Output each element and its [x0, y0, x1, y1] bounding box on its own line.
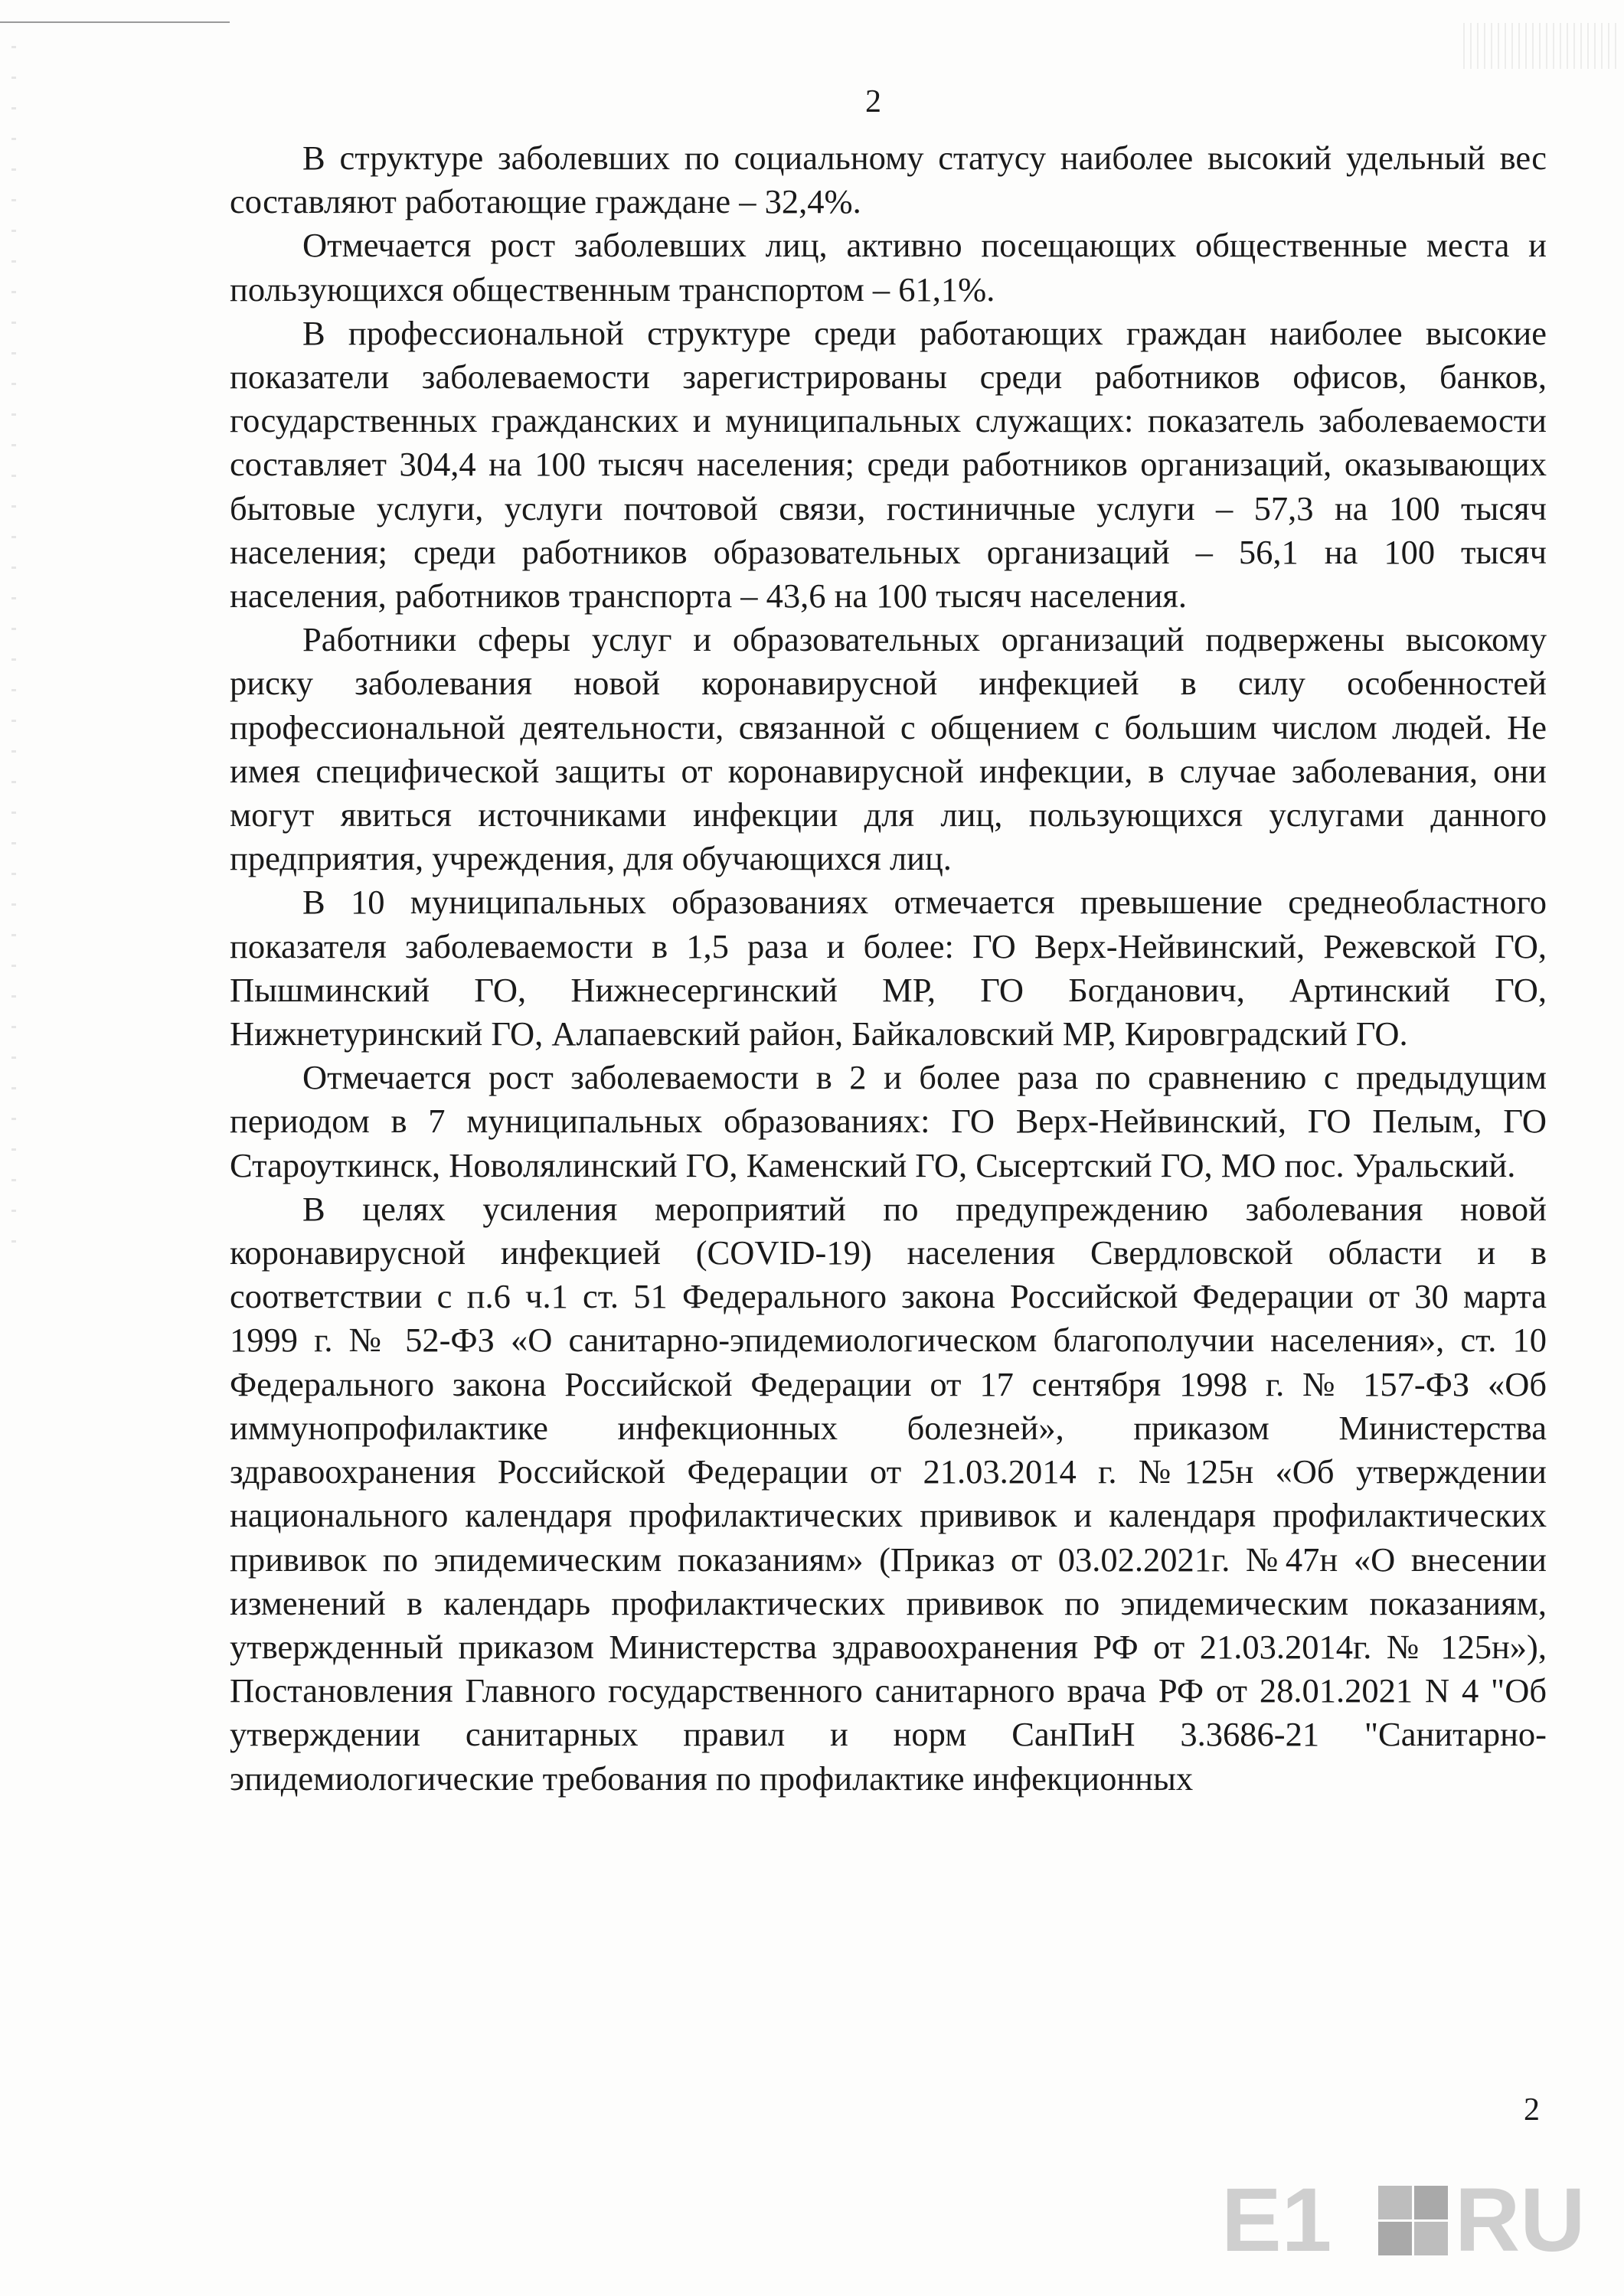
- page-number-top: 2: [865, 84, 881, 119]
- page-number-bottom: 2: [1524, 2092, 1540, 2128]
- e1-watermark-logo: [1221, 2174, 1604, 2266]
- svg-text:E1: E1: [1221, 2174, 1332, 2266]
- paragraph: Отмечается рост заболеваемости в 2 и более раза по сравнению с предыдущим периодом в 7 муниципальных образованиях: ГО Верх-Нейвинский, ГО Пелым, ГО Староуткинск, Новолялинский ГО, Каменский ГО, Сысертский ГО, МО пос. Уральский.: [230, 1058, 1547, 1184]
- paragraph: В 10 муниципальных образованиях отмечается превышение среднеобластного показателя заболеваемости в 1,5 раза и более: ГО Верх-Нейвинский, Режевской ГО, Пышминский ГО, Нижнесергинский МР, ГО Богданович, Артинский ГО, Нижнетуринский ГО, Алапаевский район, Байкаловский МР, Кировградский ГО.: [230, 883, 1547, 1053]
- svg-text:RU: RU: [1455, 2174, 1586, 2266]
- scan-artifact-speckle: [1463, 23, 1616, 69]
- document-body: [230, 136, 1547, 1801]
- paragraph: Работники сферы услуг и образовательных организаций подвержены высокому риску заболевания новой коронавирусной инфекцией в силу особенностей профессиональной деятельности, связанной с общением с большим числом людей. Не имея специфической защиты от коронавирусной инфекции, в случае заболевания, они могут явиться источниками инфекции для лиц, пользующихся услугами данного предприятия, учреждения, для обучающихся лиц.: [230, 620, 1547, 878]
- paragraph: В структуре заболевших по социальному статусу наиболее высокий удельный вес составляют работающие граждане – 32,4%.: [230, 139, 1547, 221]
- paragraph: Отмечается рост заболевших лиц, активно посещающих общественные места и пользующихся общественным транспортом – 61,1%.: [230, 226, 1547, 309]
- paragraph: В профессиональной структуре среди работающих граждан наиболее высокие показатели заболеваемости зарегистрированы среди работников офисов, банков, государственных гражданских и муниципальных служащих: показатель заболеваемости составляет 304,4 на 100 тысяч населения; среди работников организаций, оказывающих бытовые услуги, услуги почтовой связи, гостиничные услуги – 57,3 на 100 тысяч населения; среди работников образовательных организаций – 56,1 на 100 тысяч населения, работников транспорта – 43,6 на 100 тысяч населения.: [230, 313, 1547, 616]
- scan-artifact-speckle: [11, 46, 16, 1271]
- scan-artifact-line: [0, 21, 230, 23]
- paragraph: В целях усиления мероприятий по предупреждению заболевания новой коронавирусной инфекцией (COVID-19) населения Свердловской области и в соответствии с п.6 ч.1 ст. 51 Федерального закона Российской Федерации от 30 марта 1999 г. № 52-ФЗ «О санитарно-эпидемиологическом благополучии населения», ст. 10 Федерального закона Российской Федерации от 17 сентября 1998 г. № 157-ФЗ «Об иммунопрофилактике инфекционных болезней», приказом Министерства здравоохранения Российской Федерации от 21.03.2014 г. №125н «Об утверждении национального календаря профилактических прививок и календаря профилактических прививок по эпидемическим показаниям» (Приказ от 03.02.2021г. №47н «О внесении изменений в календарь профилактических прививок по эпидемическим показаниям, утвержденный приказом Министерства здравоохранения РФ от 21.03.2014г. № 125н»), Постановления Главного государственного санитарного врача РФ от 28.01.2021 N 4 "Об утверждении санитарных правил и норм СанПиН 3.3686-21 "Санитарно-эпидемиологические требования по профилактике инфекционных: [230, 1189, 1547, 1798]
